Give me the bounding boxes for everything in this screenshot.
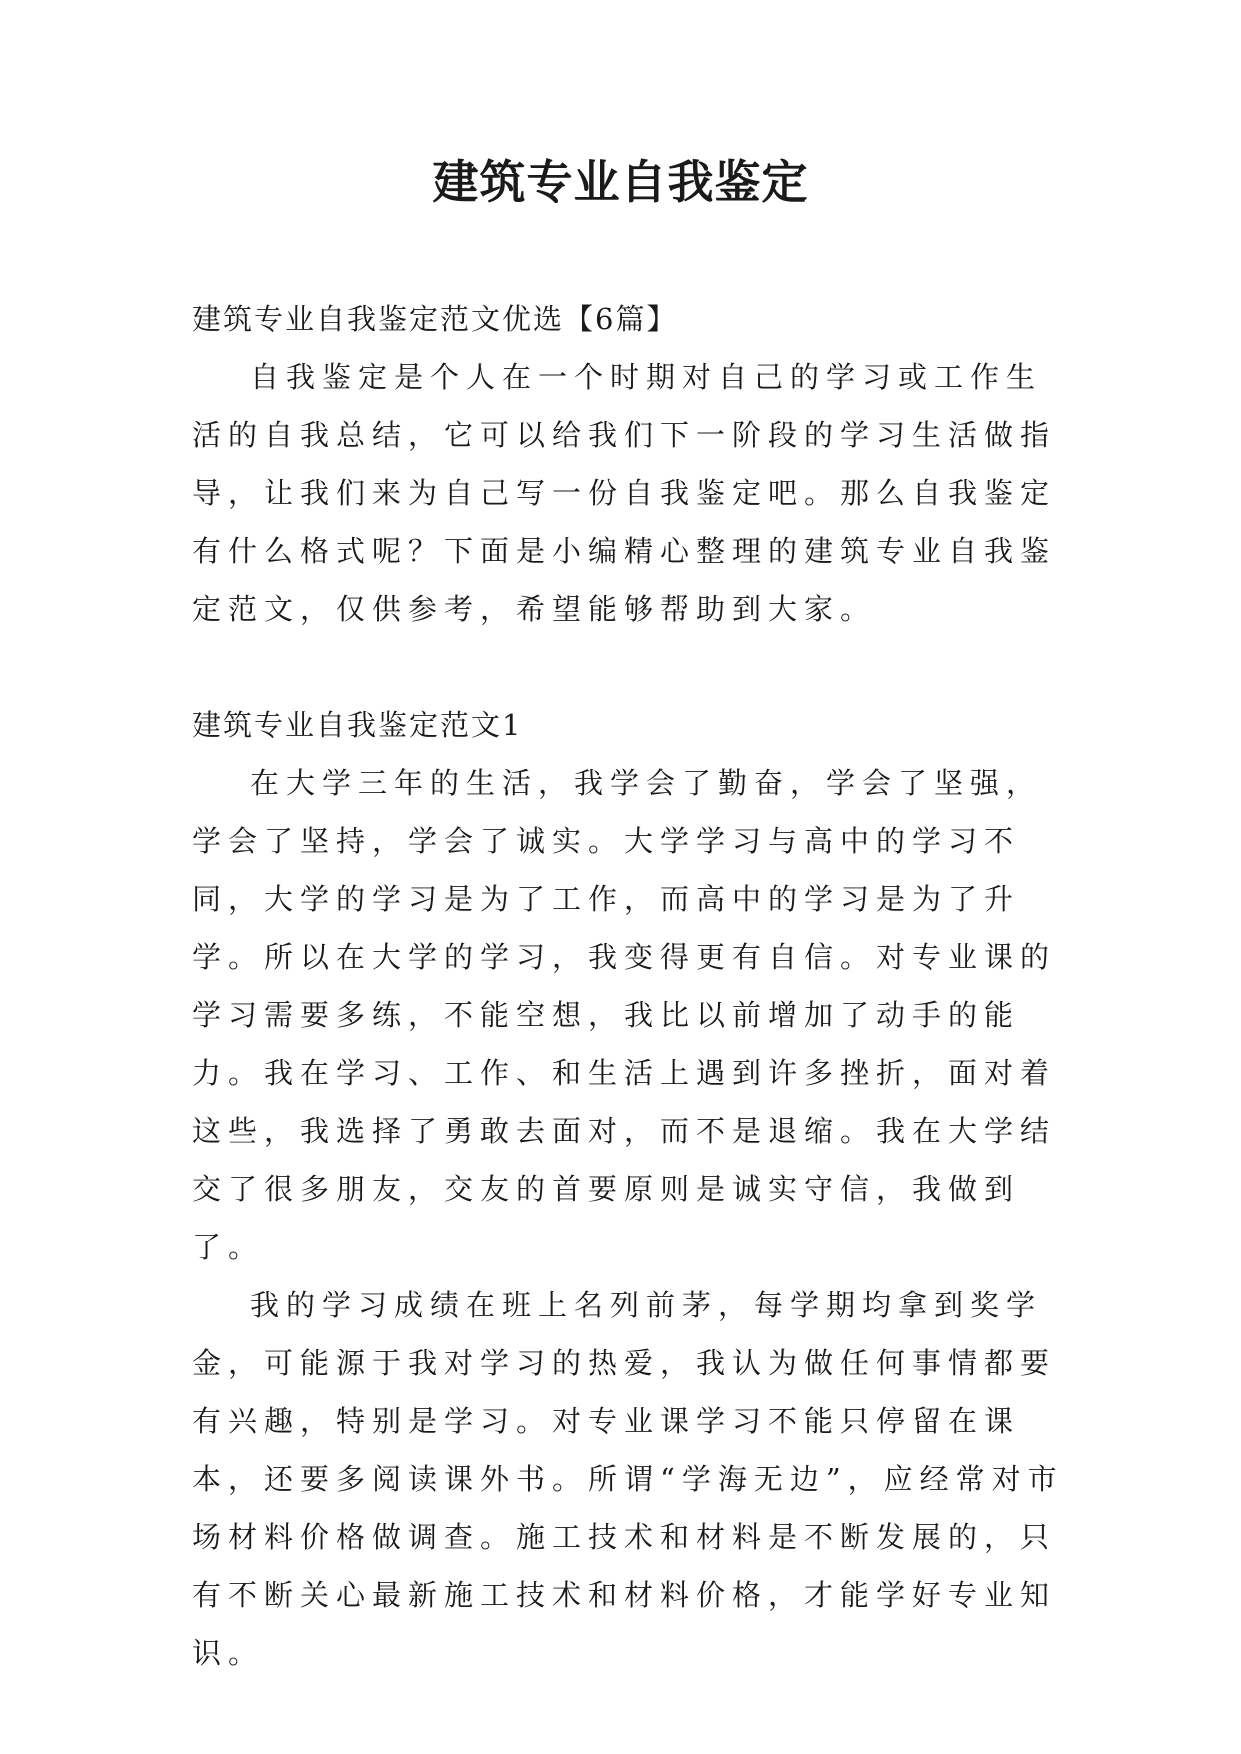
section-spacer <box>192 638 1068 696</box>
section1-paragraph-2: 我的学习成绩在班上名列前茅，每学期均拿到奖学金，可能源于我对学习的热爱，我认为做任何事情都要有兴趣，特别是学习。对专业课学习不能只停留在课本，还要多阅读课外书。所谓“学海无边”，应经常对市场材料价格做调查。施工技术和材料是不断发展的，只有不断关心最新施工技术和材料价格，才能学好专业知识。 <box>192 1288 1064 1670</box>
section1-paragraph-1: 在大学三年的生活，我学会了勤奋，学会了坚强，学会了坚持，学会了诚实。大学学习与高中的学习不同，大学的学习是为了工作，而高中的学习是为了升学。所以在大学的学习，我变得更有自信。对专业课的学习需要多练，不能空想，我比以前增加了动手的能力。我在学习、工作、和生活上遇到许多挫折，面对着这些，我选择了勇敢去面对，而不是退缩。我在大学结交了很多朋友，交友的首要原则是诚实守信，我做到了。 <box>192 766 1057 1264</box>
section1-heading: 建筑专业自我鉴定范文1 <box>192 708 523 742</box>
intro-paragraph: 自我鉴定是个人在一个时期对自己的学习或工作生活的自我总结，它可以给我们下一阶段的学习生活做指导，让我们来为自己写一份自我鉴定吧。那么自我鉴定有什么格式呢？下面是小编精心整理的建筑专业自我鉴定范文，仅供参考，希望能够帮助到大家。 <box>192 360 1057 626</box>
document-body <box>192 290 1068 1682</box>
intro-heading: 建筑专业自我鉴定范文优选【6篇】 <box>192 302 678 336</box>
document-title: 建筑专业自我鉴定 <box>432 155 809 209</box>
